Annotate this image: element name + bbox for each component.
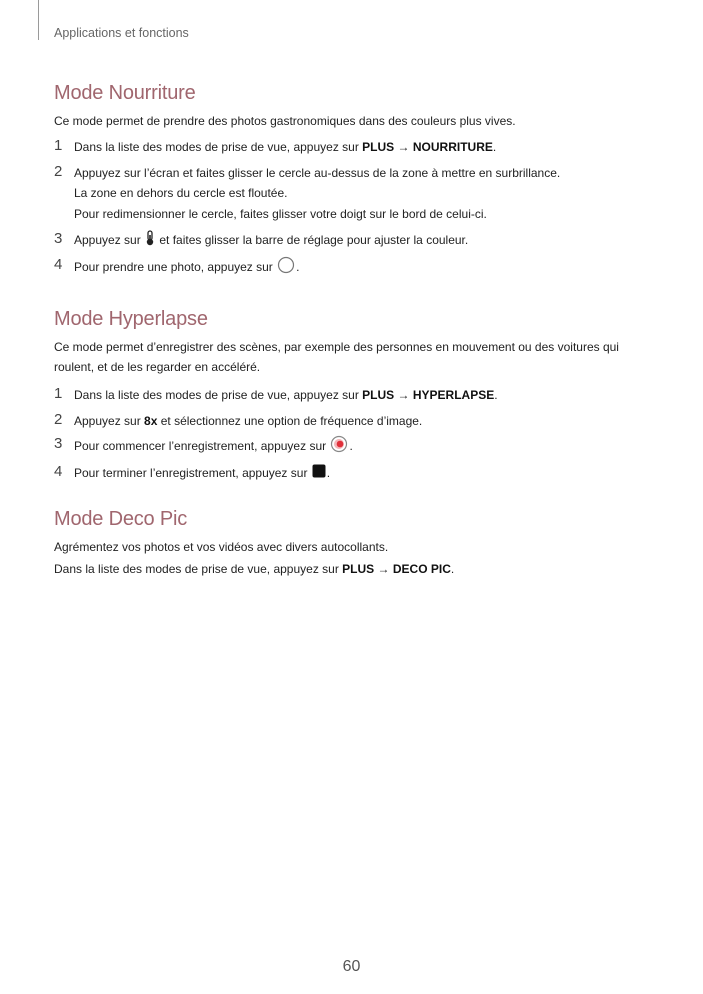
step-number: 3 — [54, 230, 63, 247]
section-title: Mode Nourriture — [54, 82, 196, 104]
arrow: → — [374, 562, 393, 576]
step-3 — [54, 435, 644, 459]
running-head: Applications et fonctions — [54, 26, 189, 40]
step-number: 4 — [54, 256, 63, 273]
punct: . — [494, 388, 498, 402]
step-number: 3 — [54, 435, 63, 452]
stop-icon — [312, 464, 326, 484]
section-mode-deco-pic — [54, 508, 654, 579]
step-number: 4 — [54, 463, 63, 480]
steps-list — [54, 385, 644, 484]
punct: . — [492, 140, 497, 154]
section-title: Mode Hyperlapse — [54, 308, 208, 330]
page-number: 60 — [342, 958, 361, 975]
section-mode-hyperlapse — [54, 308, 644, 484]
step-text: Pour prendre une photo, appuyez sur — [74, 260, 277, 275]
step-2 — [54, 411, 644, 431]
step-number: 1 — [54, 137, 63, 154]
record-icon — [330, 435, 348, 459]
step-text: Appuyez sur — [74, 233, 145, 248]
step-text: Pour terminer l’enregistrement, appuyez sur — [74, 466, 311, 480]
section-mode-nourriture — [54, 82, 654, 280]
step-1 — [54, 137, 654, 157]
step-text: Dans la liste des modes de prise de vue, appuyez sur — [74, 140, 363, 154]
step-4 — [54, 256, 654, 280]
shutter-icon — [277, 256, 295, 280]
step-text: Appuyez sur l’écran et faites glisser le cercle au-dessus de la zone à mettre en surbrillance. — [74, 166, 561, 180]
step-number: 2 — [54, 163, 63, 180]
section-instruction — [54, 559, 654, 579]
step-text: Appuyez sur — [74, 414, 145, 428]
step-text: Dans la liste des modes de prise de vue, appuyez sur — [74, 388, 363, 402]
step-text: et sélectionnez une option de fréquence d’image. — [157, 414, 423, 428]
punct: . — [296, 260, 300, 275]
step-text: et faites glisser la barre de réglage pour ajuster la couleur. — [156, 233, 469, 248]
menu-label-plus: PLUS — [362, 388, 395, 402]
instruction-text: Dans la liste des modes de prise de vue, appuyez sur — [54, 562, 343, 576]
menu-label-hyperlapse: HYPERLAPSE — [412, 388, 495, 402]
step-number: 2 — [54, 411, 63, 428]
step-text: Pour redimensionner le cercle, faites glisser votre doigt sur le bord de celui-ci. — [74, 207, 487, 221]
step-text: La zone en dehors du cercle est floutée. — [74, 186, 288, 200]
thermometer-icon — [145, 230, 155, 252]
arrow: → — [394, 388, 413, 402]
step-4 — [54, 463, 644, 484]
punct: . — [349, 439, 353, 454]
punct: . — [450, 562, 455, 576]
menu-label-deco-pic: DECO PIC — [392, 562, 451, 576]
arrow: → — [394, 140, 413, 154]
section-intro: Ce mode permet d’enregistrer des scènes, par exemple des personnes en mouvement ou des voitures qui roulent, et de les regarder en accéléré. — [54, 340, 619, 374]
step-3 — [54, 230, 654, 252]
margin-rule — [38, 0, 39, 40]
section-title: Mode Deco Pic — [54, 508, 188, 530]
step-text: Pour commencer l’enregistrement, appuyez sur — [74, 439, 330, 454]
section-intro: Agrémentez vos photos et vos vidéos avec divers autocollants. — [54, 540, 389, 554]
option-label-8x: 8x — [144, 414, 158, 428]
menu-label-plus: PLUS — [342, 562, 375, 576]
section-intro: Ce mode permet de prendre des photos gastronomiques dans des couleurs plus vives. — [54, 114, 516, 128]
step-number: 1 — [54, 385, 63, 402]
step-1 — [54, 385, 644, 405]
step-2 — [54, 163, 654, 224]
punct: . — [326, 466, 331, 480]
menu-label-nourriture: NOURRITURE — [412, 140, 493, 154]
menu-label-plus: PLUS — [362, 140, 395, 154]
steps-list — [54, 137, 654, 280]
